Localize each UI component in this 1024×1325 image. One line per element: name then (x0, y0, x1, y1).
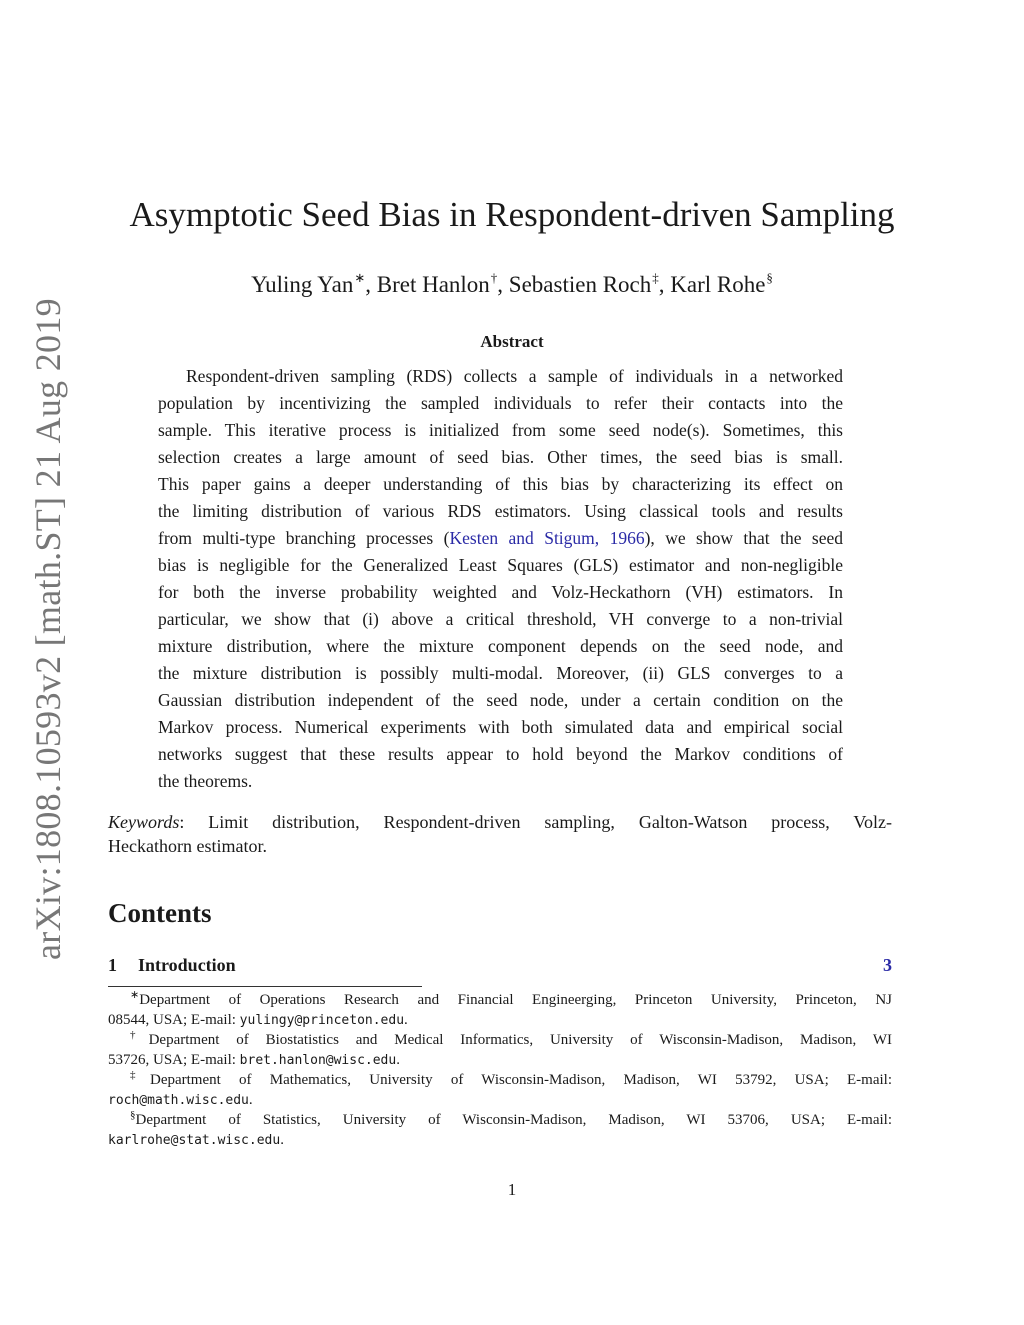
toc-page-link[interactable]: 3 (883, 955, 892, 975)
email-link[interactable]: roch@math.wisc.edu (108, 1093, 249, 1108)
abstract-line: population by incentivizing the sampled individuals to refer their contacts into the (158, 393, 843, 413)
contents-heading: Contents (108, 898, 212, 928)
keywords-line: Heckathorn estimator. (108, 836, 267, 856)
page-number: 1 (507, 1180, 517, 1199)
abstract-heading: Abstract (480, 332, 544, 351)
abstract-line: selection creates a large amount of seed bias. Other times, the seed bias is small. (158, 447, 843, 467)
footnote-line: †Department of Biostatistics and Medical Informatics, University of Wisconsin-Madison, Madison, WI (130, 1029, 892, 1048)
email-link[interactable]: yulingy@princeton.edu (239, 1013, 405, 1028)
author-footnote-mark[interactable]: ‡ (652, 270, 659, 285)
author-footnote-mark[interactable]: ∗ (354, 270, 366, 285)
footnote-line: ‡Department of Mathematics, University of Wisconsin-Madison, Madison, WI 53792, USA; E-mail: (130, 1069, 892, 1088)
abstract-line: sample. This iterative process is initialized from some seed node(s). Sometimes, this (158, 420, 843, 440)
footnote-line: roch@math.wisc.edu. (108, 1092, 253, 1108)
abstract-line: Markov process. Numerical experiments with both simulated data and empirical social (158, 717, 843, 737)
author-footnote-mark[interactable]: † (490, 270, 498, 285)
abstract-line: mixture distribution, where the mixture component depends on the seed node, and (158, 636, 843, 656)
abstract-line: This paper gains a deeper understanding of this bias by characterizing its effect on (158, 474, 843, 494)
author-footnote-mark[interactable]: § (766, 270, 773, 285)
abstract-line: Respondent-driven sampling (RDS) collects a sample of individuals in a networked (186, 366, 843, 386)
abstract-line: the limiting distribution of various RDS estimators. Using classical tools and results (158, 501, 843, 521)
footnote-line: §Department of Statistics, University of Wisconsin-Madison, Madison, WI 53706, USA; E-mail: (130, 1109, 892, 1128)
abstract-line: the mixture distribution is possibly multi-modal. Moreover, (ii) GLS converges to a (158, 663, 843, 683)
author-list: Yuling Yan∗, Bret Hanlon†, Sebastien Roch‡, Karl Rohe§ (251, 270, 773, 297)
footnote-line: 08544, USA; E-mail: yulingy@princeton.edu. (108, 1012, 408, 1028)
paper-title: Asymptotic Seed Bias in Respondent-driven Sampling (129, 195, 895, 234)
abstract-line: for both the inverse probability weighted and Volz-Heckathorn (VH) estimators. In (158, 582, 843, 602)
author-name: Karl Rohe (670, 272, 766, 297)
author-name: Sebastien Roch (508, 272, 652, 297)
footnote-line: karlrohe@stat.wisc.edu. (108, 1132, 284, 1148)
toc-section-title[interactable]: Introduction (138, 955, 236, 975)
citation-link[interactable]: Kesten and Stigum, 1966 (449, 528, 645, 548)
keywords-line: Keywords: Limit distribution, Respondent-driven sampling, Galton-Watson process, Volz- (108, 812, 892, 832)
keywords-label: Keywords (108, 812, 180, 832)
author-name: Bret Hanlon (376, 272, 490, 297)
abstract-line: the theorems. (158, 771, 253, 791)
toc-section-number: 1 (108, 955, 117, 975)
abstract-line-with-citation: from multi-type branching processes (Kesten and Stigum, 1966), we show that the seed (158, 528, 843, 548)
email-link[interactable]: bret.hanlon@wisc.edu (239, 1053, 397, 1068)
abstract-line: bias is negligible for the Generalized Least Squares (GLS) estimator and non-negligible (158, 555, 843, 575)
author-name: Yuling Yan (251, 272, 354, 297)
email-link[interactable]: karlrohe@stat.wisc.edu (108, 1133, 281, 1148)
footnote-rule (108, 986, 422, 987)
abstract-line: Gaussian distribution independent of the seed node, under a certain condition on the (158, 690, 843, 710)
footnote-line: ∗Department of Operations Research and Financial Engineerging, Princeton University, Princeton, NJ (130, 989, 892, 1008)
abstract-line: networks suggest that these results appear to hold beyond the Markov conditions of (158, 744, 843, 764)
abstract-line: particular, we show that (i) above a critical threshold, VH converge to a non-trivial (158, 609, 843, 629)
footnote-line: 53726, USA; E-mail: bret.hanlon@wisc.edu. (108, 1052, 400, 1068)
arxiv-identifier: arXiv:1808.10593v2 [math.ST] 21 Aug 2019 (28, 298, 68, 960)
toc-entry[interactable] (108, 955, 892, 976)
